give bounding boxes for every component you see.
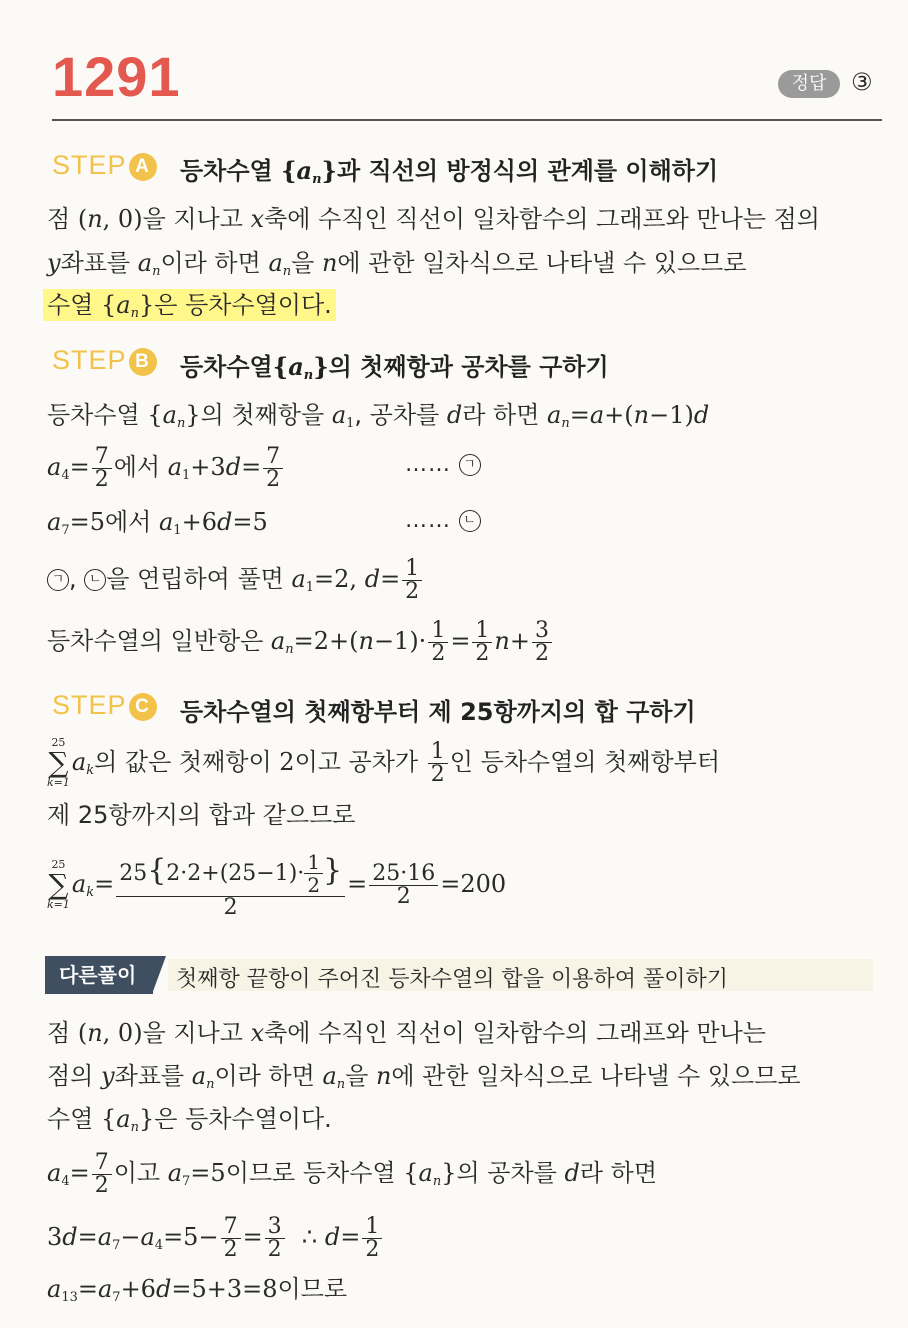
alt-line-6: $a_{13}=a_7+6d=5+3=8$이므로 [47, 1275, 348, 1305]
alt-line-1: 점 (n, 0)을 지나고 x축에 수직인 직선이 일차함수의 그래프와 만나는 [47, 1019, 766, 1047]
step-a-badge: A [129, 153, 157, 181]
step-b-line-1: 등차수열 $\{a_n\}$의 첫째항을 $a_1$, 공차를 d라 하면 $a_n=a+(n-1)d$ [47, 401, 710, 431]
answer-value: ③ [851, 68, 873, 96]
alt-solution-title: 첫째항 끝항이 주어진 등차수열의 합을 이용하여 풀이하기 [176, 967, 729, 992]
step-a-label: STEP A [52, 150, 157, 181]
alt-line-2: 점의 y좌표를 $a_n$이라 하면 $a_n$을 n에 관한 일차식으로 나타낼 수 있으므로 [47, 1062, 801, 1092]
step-b-line-2: $a_4=$ $\frac{7}{2}$ 에서 $a_1+3d=$ $\frac{7}{2}$ [47, 440, 285, 503]
step-c-label: STEP C [52, 690, 157, 721]
step-c-line-1: 25 ∑ k=1 $a_k$의 값은 첫째항이 2이고 공차가 $\frac{1}{2}$ 인 등차수열의 첫째항부터 [47, 736, 721, 789]
step-a-line-2: y좌표를 $a_n$이라 하면 $a_n$을 n에 관한 일차식으로 나타낼 수 있으므로 [47, 249, 747, 279]
alt-line-4: $a_4=$ $\frac{7}{2}$ 이고 $a_7=5$이므로 등차수열 $\{a_n\}$의 공차를 d라 하면 [47, 1149, 658, 1198]
step-b-line-3: $a_7=5$에서 $a_1+6d=5$ [47, 508, 268, 538]
problem-number: 1291 [52, 45, 181, 108]
step-c-line-2: 제 25항까지의 합과 같으므로 [47, 801, 356, 829]
step-b-line-5: 등차수열의 일반항은 $a_n=2+(n-1)\cdot$ $\frac{1}{2}$ = $\frac{1}{2}$ n+ $\frac{3}{2}$ [47, 614, 554, 677]
step-a-line-1: 점 (n, 0)을 지나고 x축에 수직인 직선이 일차함수의 그래프와 만나는 점의 [47, 205, 820, 233]
step-c-line-3: 25 ∑ k=1 $a_k=$ 25{2·2+(25−1)· $\frac{1}{2}$ } 2 = $\frac{25\cdot 16}{2}$ =200 [47, 850, 507, 921]
step-b-badge: B [129, 348, 157, 376]
alt-line-3: 수열 $\{a_n\}$은 등차수열이다. [47, 1105, 332, 1135]
step-b-label: STEP B [52, 345, 157, 376]
header-divider [52, 119, 882, 121]
equation-marker-2: …… ㄴ [405, 508, 481, 533]
step-a-line-3: 수열 $\{a_n\}$은 등차수열이다. [47, 290, 336, 329]
answer-badge: 정답 [778, 70, 840, 98]
alt-label-tail [152, 956, 166, 994]
step-b-line-4: ㄱ , ㄴ 을 연립하여 풀면 $a_1=2$, d= $\frac{1}{2}$ [47, 552, 424, 615]
alt-line-5: $3d=a_7-a_4=5-$ $\frac{7}{2}$ = $\frac{3}{2}$ ∴ d= $\frac{1}{2}$ [47, 1210, 384, 1273]
step-c-title: 등차수열의 첫째항부터 제 25항까지의 합 구하기 [180, 698, 696, 726]
step-b-title: 등차수열$\{a_n\}$의 첫째항과 공차를 구하기 [180, 352, 609, 383]
equation-marker-1: …… ㄱ [405, 452, 481, 477]
step-c-badge: C [129, 693, 157, 721]
alt-solution-label: 다른풀이 [45, 956, 153, 994]
step-a-title: 등차수열 $\{a_n\}$과 직선의 방정식의 관계를 이해하기 [180, 156, 719, 187]
